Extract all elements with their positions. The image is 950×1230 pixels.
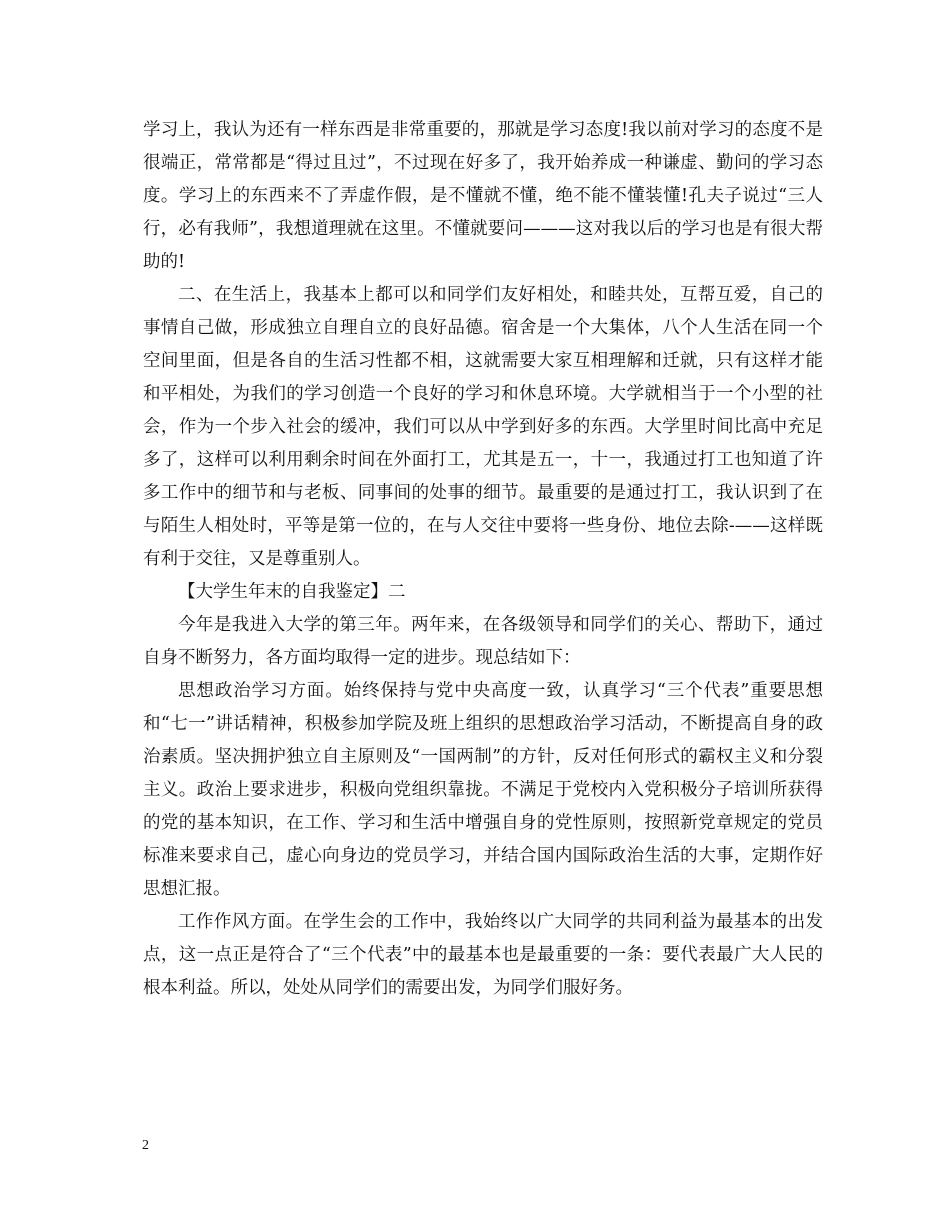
section-heading: 【大学生年末的自我鉴定】二 [178, 582, 406, 602]
page-number: 2 [142, 1138, 149, 1153]
document-body [143, 114, 823, 1005]
paragraph-intro: 今年是我进入大学的第三年。两年来，在各级领导和同学们的关心、帮助下，通过自身不断努力，各方面均取得一定的进步。现总结如下： [143, 615, 823, 668]
paragraph-political-study: 思想政治学习方面。始终保持与党中央高度一致，认真学习“三个代表”重要思想和“七一”讲话精神，积极参加学院及班上组织的思想政治学习活动，不断提高自身的政治素质。坚决拥护独立自主原则及“一国两制”的方针，反对任何形式的霸权主义和分裂主义。政治上要求进步，积极向党组织靠拢。不满足于党校内入党积极分子培训所获得的党的基本知识，在工作、学习和生活中增强自身的党性原则，按照新党章规定的党员标准来要求自己，虚心向身边的党员学习，并结合国内国际政治生活的大事，定期作好思想汇报。 [143, 681, 823, 899]
paragraph-work-style: 工作作风方面。在学生会的工作中，我始终以广大同学的共同利益为最基本的出发点，这一点正是符合了“三个代表”中的最基本也是最重要的一条：要代表最广大人民的根本利益。所以，处处从同学们的需要出发，为同学们服好务。 [143, 912, 823, 998]
paragraph-life: 二、在生活上，我基本上都可以和同学们友好相处，和睦共处，互帮互爱，自己的事情自己做，形成独立自理自立的良好品德。宿舍是一个大集体，八个人生活在同一个空间里面，但是各自的生活习性都不相，这就需要大家互相理解和迁就，只有这样才能和平相处，为我们的学习创造一个良好的学习和休息环境。大学就相当于一个小型的社会，作为一个步入社会的缓冲，我们可以从中学到好多的东西。大学里时间比高中充足多了，这样可以利用剩余时间在外面打工，尤其是五一，十一，我通过打工也知道了许多工作中的细节和与老板、同事间的处事的细节。最重要的是通过打工，我认识到了在与陌生人相处时，平等是第一位的，在与人交往中要将一些身份、地位去除-——这样既有利于交往，又是尊重别人。 [143, 285, 823, 569]
paragraph-study-attitude: 学习上，我认为还有一样东西是非常重要的，那就是学习态度!我以前对学习的态度不是很端正，常常都是“得过且过”，不过现在好多了，我开始养成一种谦虚、勤问的学习态度。学习上的东西来不了弄虚作假，是不懂就不懂，绝不能不懂装懂!孔夫子说过“三人行，必有我师”，我想道理就在这里。不懂就要问———这对我以后的学习也是有很大帮助的! [143, 120, 823, 272]
